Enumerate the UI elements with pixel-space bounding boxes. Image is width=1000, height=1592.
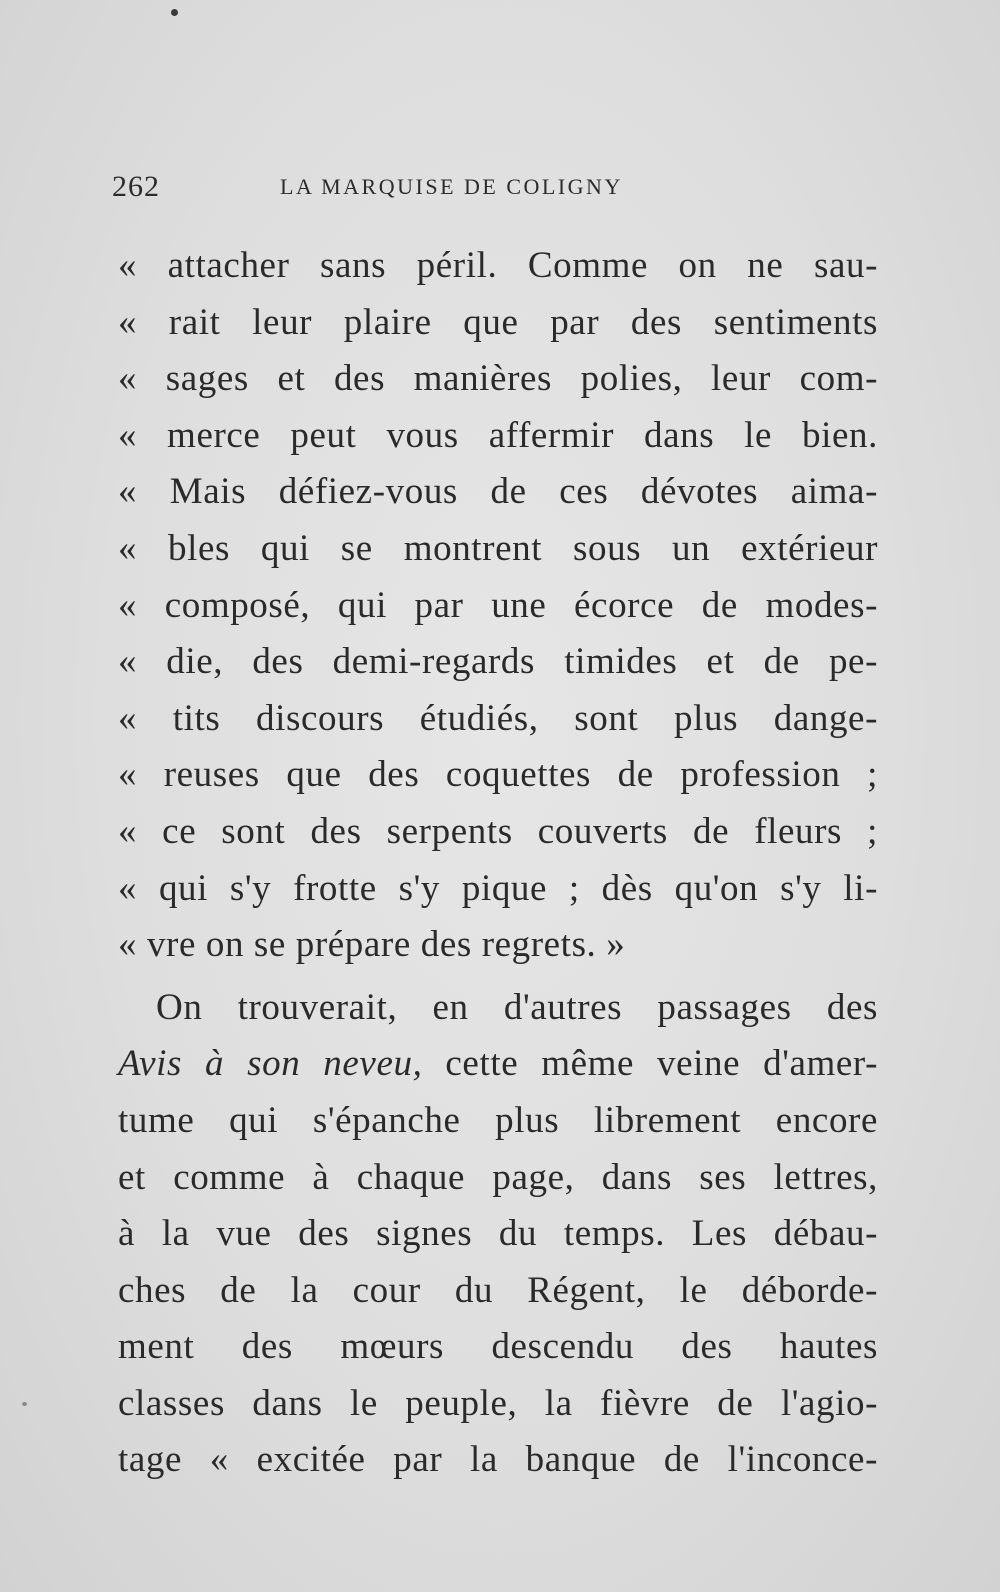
text-line: « qui s'y frotte s'y pique ; dès qu'on s'y li- bbox=[118, 867, 878, 909]
text-line: et comme à chaque page, dans ses lettres, bbox=[118, 1156, 878, 1198]
text-line: « attacher sans péril. Comme on ne sau- bbox=[118, 245, 878, 286]
text-line: « die, des demi-regards timides et de pe- bbox=[118, 641, 878, 683]
text-line: classes dans le peuple, la fièvre de l'agio- bbox=[118, 1382, 878, 1424]
text-line: « rait leur plaire que par des sentiments bbox=[118, 301, 878, 343]
text-line: ment des mœurs descendu des hautes bbox=[118, 1326, 878, 1368]
text-line: « sages et des manières polies, leur com- bbox=[118, 358, 878, 400]
page-number: 262 bbox=[112, 170, 160, 203]
quotation bbox=[118, 238, 878, 974]
text-line: « ce sont des serpents couverts de fleurs ; bbox=[118, 810, 878, 852]
text-line: « Mais défiez-vous de ces dévotes aima- bbox=[118, 471, 878, 513]
book-title: Avis à son neveu, bbox=[118, 1043, 423, 1085]
running-title: LA MARQUISE DE COLIGNY bbox=[280, 174, 623, 199]
page-header bbox=[112, 170, 872, 210]
text-line: tume qui s'épanche plus librement encore bbox=[118, 1099, 878, 1141]
text-line: ches de la cour du Régent, le déborde- bbox=[118, 1269, 878, 1311]
text-line: « vre on se prépare des regrets. » bbox=[118, 924, 626, 966]
text-line: « merce peut vous affermir dans le bien. bbox=[118, 414, 878, 456]
text-line bbox=[118, 1036, 878, 1093]
text-span: cette même veine d'amer- bbox=[422, 1043, 878, 1085]
text-line: « tits discours étudiés, sont plus dange- bbox=[118, 697, 878, 739]
ink-speck bbox=[171, 9, 178, 16]
text-line: à la vue des signes du temps. Les débau- bbox=[118, 1213, 878, 1255]
paragraph bbox=[118, 980, 878, 1489]
text-line: « composé, qui par une écorce de modes- bbox=[118, 584, 878, 626]
text-line: « bles qui se montrent sous un extérieur bbox=[118, 527, 878, 569]
ink-speck bbox=[22, 1402, 27, 1406]
text-line: On trouverait, en d'autres passages des bbox=[156, 986, 878, 1028]
body-text bbox=[118, 238, 878, 1489]
text-line: tage « excitée par la banque de l'inconce- bbox=[118, 1439, 878, 1481]
text-line: « reuses que des coquettes de profession ; bbox=[118, 754, 878, 796]
